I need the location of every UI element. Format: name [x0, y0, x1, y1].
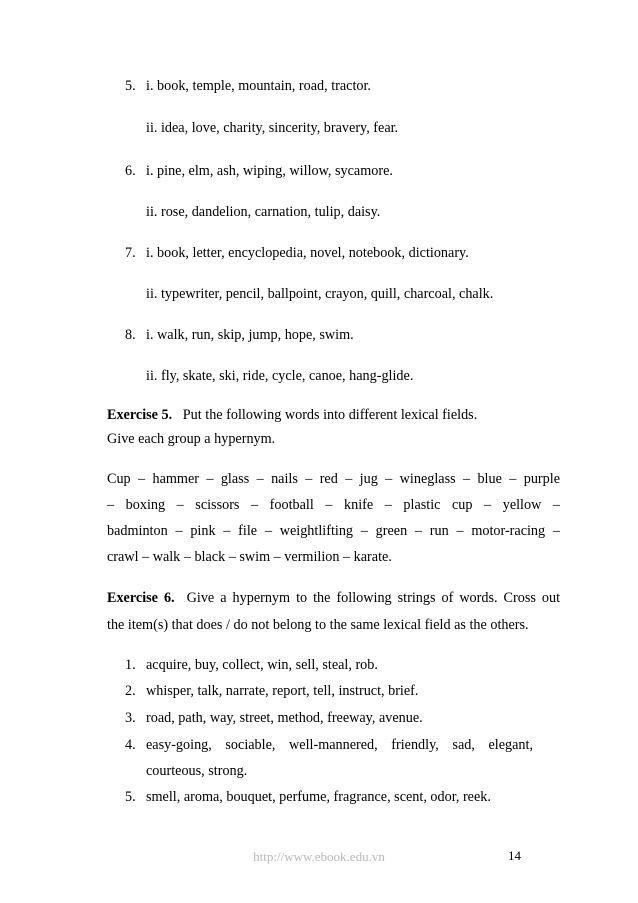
list-number: 8.: [125, 327, 136, 343]
exercise6-item: smell, aroma, bouquet, perfume, fragrance, scent, odor, reek.: [146, 789, 491, 805]
exercise5-words-line: crawl – walk – black – swim – vermilion – karate.: [107, 549, 392, 565]
exercise5-words-line: – boxing – scissors – football – knife – plastic cup – yellow –: [107, 497, 560, 513]
list-number: 7.: [125, 245, 136, 261]
exercise6-item: acquire, buy, collect, win, sell, steal, rob.: [146, 657, 378, 673]
list-subitem-i: i. pine, elm, ash, wiping, willow, sycamore.: [146, 163, 393, 179]
exercise6-item-continuation: courteous, strong.: [146, 763, 248, 779]
list-number: 5.: [125, 78, 136, 94]
exercise5-instruction2: Give each group a hypernym.: [107, 431, 276, 447]
exercise5-words-line: badminton – pink – file – weightlifting – green – run – motor-racing –: [107, 523, 560, 539]
exercise6-item: road, path, way, street, method, freeway, avenue.: [146, 710, 423, 726]
exercise6-item: easy-going, sociable, well-mannered, friendly, sad, elegant,: [146, 737, 533, 753]
exercise6-label: Exercise 6.: [107, 590, 175, 606]
list-subitem-i: i. walk, run, skip, jump, hope, swim.: [146, 327, 354, 343]
list-subitem-i: i. book, temple, mountain, road, tractor.: [146, 78, 371, 94]
list-subitem-ii: ii. typewriter, pencil, ballpoint, crayon, quill, charcoal, chalk.: [146, 286, 494, 302]
exercise6-item-number: 2.: [125, 683, 136, 699]
footer-url: http://www.ebook.edu.vn: [253, 849, 385, 864]
exercise6-item-number: 4.: [125, 737, 136, 753]
exercise6-item: whisper, talk, narrate, report, tell, instruct, brief.: [146, 683, 419, 699]
exercise6-instruction: Give a hypernym to the following strings of words. Cross out: [186, 590, 561, 606]
exercise6-heading: [107, 589, 560, 607]
exercise6-item-number: 1.: [125, 657, 136, 673]
exercise5-instruction: Put the following words into different lexical fields.: [182, 407, 478, 423]
exercise6-item-number: 3.: [125, 710, 136, 726]
exercise5-heading: [107, 406, 477, 424]
list-subitem-ii: ii. rose, dandelion, carnation, tulip, daisy.: [146, 204, 381, 220]
page-number: 14: [508, 848, 521, 863]
list-subitem-ii: ii. idea, love, charity, sincerity, bravery, fear.: [146, 120, 399, 136]
exercise6-item-number: 5.: [125, 789, 136, 805]
list-subitem-i: i. book, letter, encyclopedia, novel, notebook, dictionary.: [146, 245, 469, 261]
list-number: 6.: [125, 163, 136, 179]
exercise5-label: Exercise 5.: [107, 407, 173, 423]
exercise5-words-line: Cup – hammer – glass – nails – red – jug – wineglass – blue – purple: [107, 471, 560, 487]
exercise6-instruction2: the item(s) that does / do not belong to the same lexical field as the others.: [107, 617, 529, 633]
list-subitem-ii: ii. fly, skate, ski, ride, cycle, canoe, hang-glide.: [146, 368, 414, 384]
